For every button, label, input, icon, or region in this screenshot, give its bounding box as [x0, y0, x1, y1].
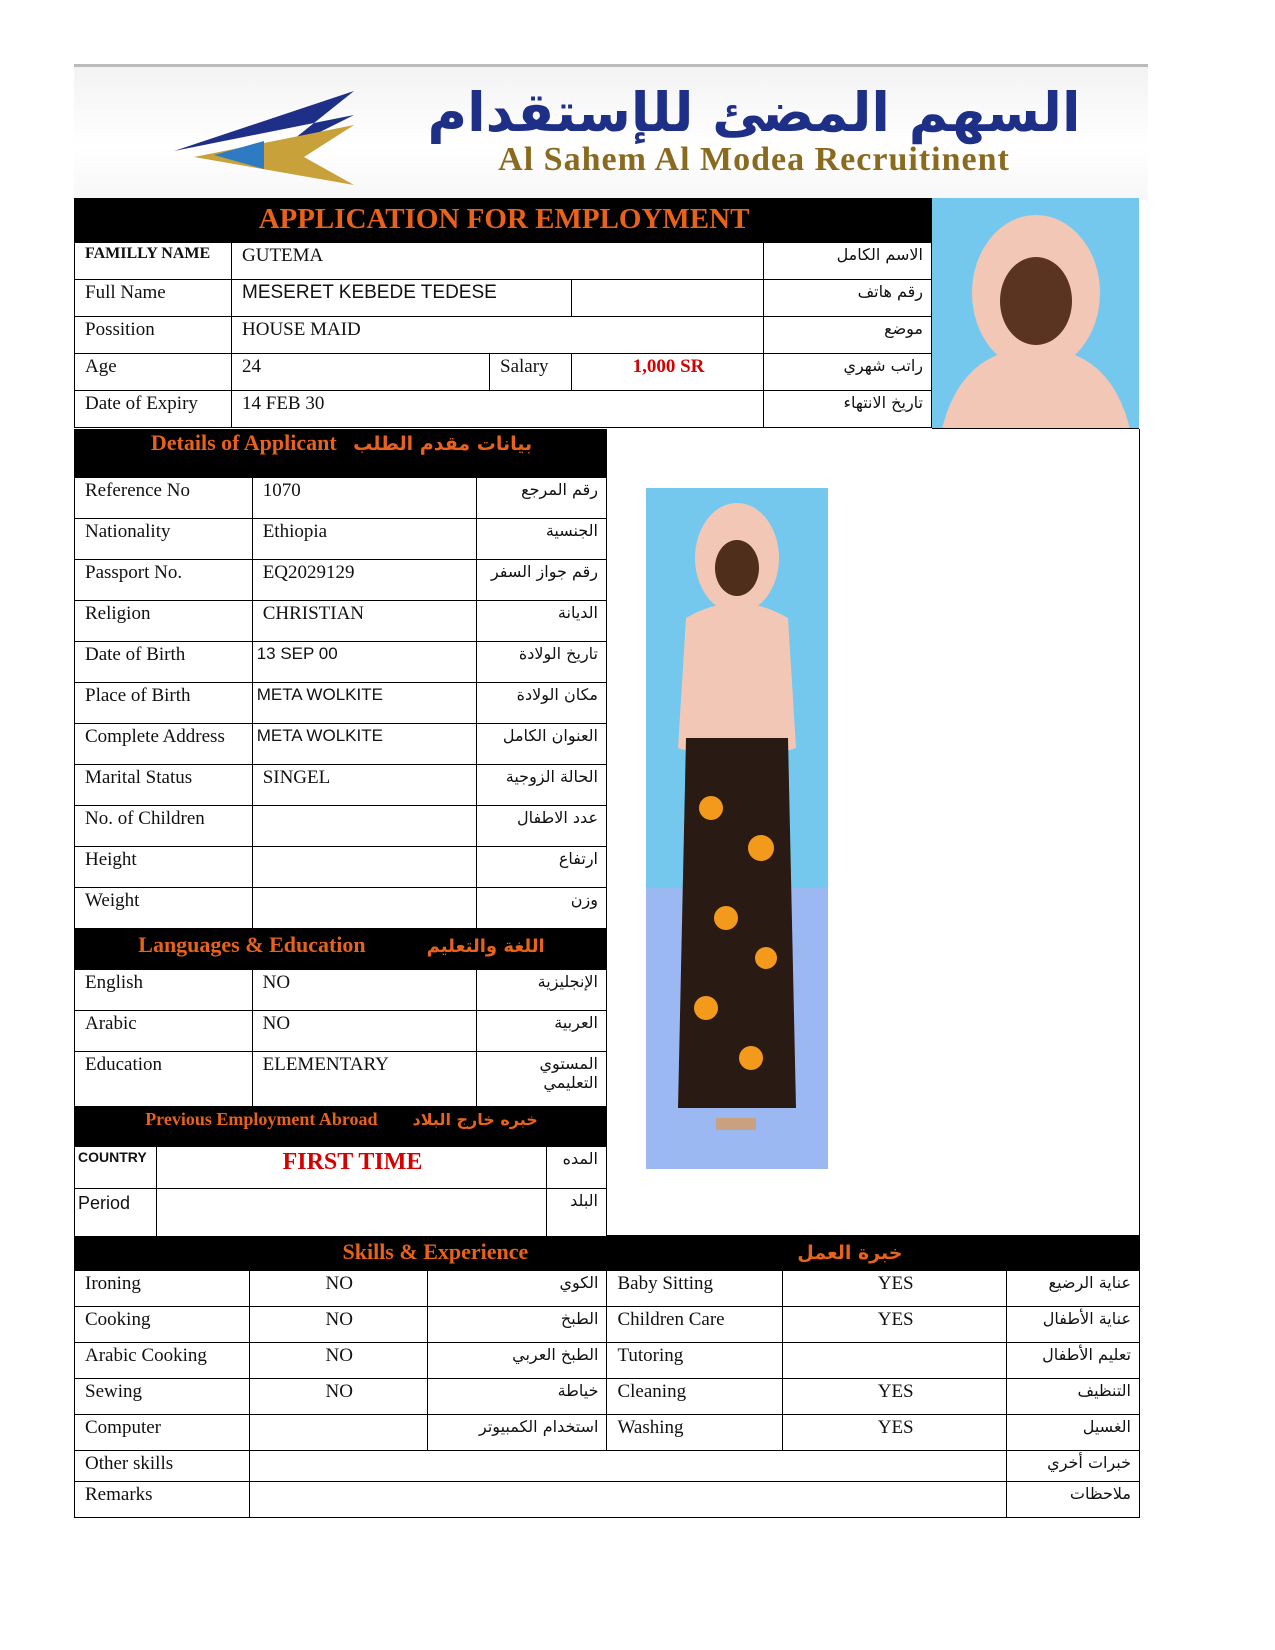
remarks-value	[249, 1482, 1006, 1518]
skills-header	[75, 1237, 1140, 1271]
detail-label: Marital Status	[75, 765, 253, 806]
position-label: Possition	[75, 317, 232, 354]
detail-value	[252, 888, 477, 929]
skill-label: Children Care	[607, 1307, 783, 1343]
skill-value	[249, 1415, 427, 1451]
detail-label: Passport No.	[75, 560, 253, 601]
language-value: ELEMENTARY	[252, 1052, 477, 1108]
table-row	[75, 1271, 1140, 1307]
previous-title-ar: خبره خارج البلاد	[412, 1110, 538, 1129]
detail-ar: عدد الاطفال	[477, 806, 607, 847]
detail-label: No. of Children	[75, 806, 253, 847]
family-name-label: FAMILLY NAME	[75, 243, 232, 280]
table-row	[75, 970, 607, 1011]
detail-ar: وزن	[477, 888, 607, 929]
skill-value: NO	[249, 1307, 427, 1343]
skill-value	[783, 1343, 1007, 1379]
skill-value: YES	[783, 1379, 1007, 1415]
skill-value: NO	[249, 1271, 427, 1307]
table-row	[75, 888, 607, 929]
skill-label: Sewing	[75, 1379, 250, 1415]
arrow-logo-icon	[154, 85, 364, 195]
table-row	[75, 1011, 607, 1052]
languages-title-ar: اللغة والتعليم	[426, 936, 545, 957]
detail-label: Weight	[75, 888, 253, 929]
table-row	[75, 478, 607, 519]
country-ar: المده	[547, 1147, 607, 1189]
applicant-summary-table	[74, 198, 932, 428]
detail-value: SINGEL	[252, 765, 477, 806]
language-ar: المستوي التعليمي	[477, 1052, 607, 1108]
family-name-ar: الاسم الكامل	[764, 243, 932, 280]
skill-ar: تعليم الأطفال	[1007, 1343, 1140, 1379]
detail-ar: مكان الولادة	[477, 683, 607, 724]
previous-title-en: Previous Employment Abroad	[145, 1109, 378, 1129]
skill-label: Computer	[75, 1415, 250, 1451]
full-name-value: MESERET KEBEDE TEDESE	[232, 280, 572, 317]
full-name-label: Full Name	[75, 280, 232, 317]
detail-value: CHRISTIAN	[252, 601, 477, 642]
language-value: NO	[252, 1011, 477, 1052]
country-label: COUNTRY	[75, 1147, 157, 1189]
detail-ar: رقم جواز السفر	[477, 560, 607, 601]
expiry-value: 14 FEB 30	[232, 391, 764, 428]
phone-ar: رقم هاتف	[764, 280, 932, 317]
skill-label: Washing	[607, 1415, 783, 1451]
full-body-figure-icon	[646, 488, 828, 1169]
detail-label: Date of Birth	[75, 642, 253, 683]
family-name-value: GUTEMA	[232, 243, 764, 280]
detail-label: Height	[75, 847, 253, 888]
table-row	[75, 642, 607, 683]
language-label: Education	[75, 1052, 253, 1108]
skill-label: Cleaning	[607, 1379, 783, 1415]
detail-value: 13 SEP 00	[252, 642, 477, 683]
table-row	[75, 1343, 1140, 1379]
detail-ar: تاريخ الولادة	[477, 642, 607, 683]
salary-label: Salary	[490, 354, 572, 391]
languages-table	[74, 929, 607, 1108]
skills-table	[74, 1236, 1140, 1518]
table-row	[75, 1379, 1140, 1415]
table-row	[75, 519, 607, 560]
country-value: FIRST TIME	[156, 1147, 546, 1189]
detail-label: Complete Address	[75, 724, 253, 765]
skill-label: Tutoring	[607, 1343, 783, 1379]
skill-ar: الكوي	[427, 1271, 607, 1307]
detail-ar: العنوان الكامل	[477, 724, 607, 765]
skill-ar: الطبخ	[427, 1307, 607, 1343]
language-ar: العربية	[477, 1011, 607, 1052]
language-value: NO	[252, 970, 477, 1011]
skill-value: YES	[783, 1307, 1007, 1343]
table-row	[75, 765, 607, 806]
logo-english-text: Al Sahem Al Modea Recruitinent	[498, 141, 1010, 178]
table-row	[75, 724, 607, 765]
previous-employment-table	[74, 1106, 607, 1237]
period-ar: البلد	[547, 1189, 607, 1237]
remarks-label: Remarks	[75, 1482, 250, 1518]
skill-ar: استخدام الكمبيوتر	[427, 1415, 607, 1451]
detail-label: Religion	[75, 601, 253, 642]
language-label: English	[75, 970, 253, 1011]
full-name-extra	[572, 280, 764, 317]
skill-ar: التنظيف	[1007, 1379, 1140, 1415]
skill-label: Ironing	[75, 1271, 250, 1307]
skill-label: Cooking	[75, 1307, 250, 1343]
detail-label: Place of Birth	[75, 683, 253, 724]
skills-title-en: Skills & Experience	[342, 1239, 529, 1264]
skill-ar: خياطة	[427, 1379, 607, 1415]
detail-ar: ارتفاع	[477, 847, 607, 888]
salary-value: 1,000 SR	[572, 354, 764, 391]
portrait-photo	[932, 198, 1139, 429]
other-skills-value	[249, 1451, 1006, 1482]
detail-value: META WOLKITE	[252, 724, 477, 765]
detail-label: Nationality	[75, 519, 253, 560]
expiry-ar: تاريخ الانتهاء	[764, 391, 932, 428]
detail-ar: الجنسية	[477, 519, 607, 560]
detail-value	[252, 806, 477, 847]
skill-value: YES	[783, 1415, 1007, 1451]
details-header	[75, 430, 607, 478]
page-title: APPLICATION FOR EMPLOYMENT	[75, 199, 932, 243]
skill-value: NO	[249, 1379, 427, 1415]
table-row	[75, 847, 607, 888]
detail-ar: الحالة الزوجية	[477, 765, 607, 806]
skill-value: NO	[249, 1343, 427, 1379]
languages-title-en: Languages & Education	[138, 932, 366, 957]
detail-label: Reference No	[75, 478, 253, 519]
details-title-en: Details of Applicant	[150, 430, 337, 455]
skill-label: Arabic Cooking	[75, 1343, 250, 1379]
detail-ar: الديانة	[477, 601, 607, 642]
languages-header	[75, 930, 607, 970]
table-row	[75, 806, 607, 847]
table-row	[75, 1415, 1140, 1451]
period-value	[156, 1189, 546, 1237]
skill-label: Baby Sitting	[607, 1271, 783, 1307]
table-row	[75, 1052, 607, 1108]
portrait-figure-icon	[932, 198, 1139, 429]
detail-value: EQ2029129	[252, 560, 477, 601]
other-skills-ar: خبرات أخري	[1007, 1451, 1140, 1482]
detail-ar: رقم المرجع	[477, 478, 607, 519]
detail-value: Ethiopia	[252, 519, 477, 560]
skill-ar: عناية الأطفال	[1007, 1307, 1140, 1343]
table-row	[75, 601, 607, 642]
table-row	[75, 1307, 1140, 1343]
other-skills-label: Other skills	[75, 1451, 250, 1482]
detail-value: 1070	[252, 478, 477, 519]
logo-arabic-text: السهم المضئ للإستقدام	[427, 81, 1081, 144]
position-ar: موضع	[764, 317, 932, 354]
expiry-label: Date of Expiry	[75, 391, 232, 428]
company-logo	[74, 64, 1148, 200]
detail-value	[252, 847, 477, 888]
detail-value: META WOLKITE	[252, 683, 477, 724]
language-ar: الإنجليزية	[477, 970, 607, 1011]
skill-ar: الطبخ العربي	[427, 1343, 607, 1379]
skill-value: YES	[783, 1271, 1007, 1307]
period-label: Period	[75, 1189, 157, 1237]
skill-ar: عناية الرضيع	[1007, 1271, 1140, 1307]
table-row	[75, 560, 607, 601]
age-label: Age	[75, 354, 232, 391]
details-title-ar: بيانات مقدم الطلب	[353, 433, 533, 455]
remarks-ar: ملاحظات	[1007, 1482, 1140, 1518]
position-value: HOUSE MAID	[232, 317, 764, 354]
salary-ar: راتب شهري	[764, 354, 932, 391]
previous-header	[75, 1107, 607, 1147]
full-body-photo	[646, 488, 828, 1169]
age-value: 24	[232, 354, 490, 391]
skill-ar: الغسيل	[1007, 1415, 1140, 1451]
details-table	[74, 429, 607, 929]
table-row	[75, 683, 607, 724]
language-label: Arabic	[75, 1011, 253, 1052]
skills-title-ar: خبرة العمل	[797, 1242, 903, 1264]
